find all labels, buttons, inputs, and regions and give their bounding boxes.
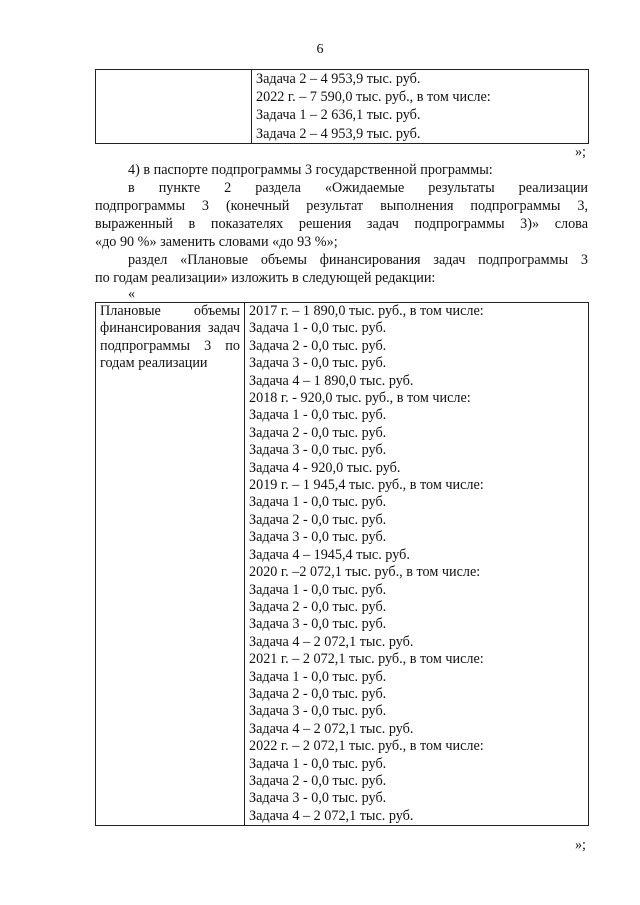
label-line: финансирования задач [100,320,240,337]
funding-line: Задача 3 - 0,0 тыс. руб. [249,616,387,633]
paragraph-line: выраженный в показателях решения задач подпрограммы 3)» слова [95,216,588,232]
funding-line: Задача 2 – 4 953,9 тыс. руб. [256,125,421,142]
funding-line: Задача 1 - 0,0 тыс. руб. [249,755,387,772]
paragraph-line: «до 90 %» заменить словами «до 93 %»; [95,234,338,250]
label-line: Плановые объемы [100,303,240,319]
funding-line: Задача 3 - 0,0 тыс. руб. [249,442,387,459]
funding-details-cell [252,70,589,144]
funding-line: 2017 г. – 1 890,0 тыс. руб., в том числе: [249,303,484,319]
funding-plan-table [95,302,589,826]
opening-quote: « [128,286,136,302]
closing-quote: »; [574,837,586,853]
funding-line: Задача 4 – 1 890,0 тыс. руб. [249,372,414,389]
funding-line: Задача 1 - 0,0 тыс. руб. [249,494,387,511]
funding-line: Задача 2 – 4 953,9 тыс. руб. [256,71,421,87]
label-line: годам реализации [100,355,208,372]
funding-line: 2021 г. – 2 072,1 тыс. руб., в том числе: [249,651,484,668]
funding-line: Задача 3 - 0,0 тыс. руб. [249,355,387,372]
paragraph-line: по годам реализации» изложить в следующей редакции: [95,270,436,286]
funding-line: 2018 г. - 920,0 тыс. руб., в том числе: [249,390,471,407]
table-row [96,303,589,826]
funding-line: Задача 4 – 1945,4 тыс. руб. [249,546,410,563]
funding-line: Задача 2 - 0,0 тыс. руб. [249,598,387,615]
funding-line: Задача 1 - 0,0 тыс. руб. [249,407,387,424]
funding-line: Задача 2 - 0,0 тыс. руб. [249,772,387,789]
paragraph-line: раздел «Плановые объемы финансирования задач подпрограммы 3 [128,252,588,268]
funding-line: Задача 1 - 0,0 тыс. руб. [249,320,387,337]
funding-line: Задача 1 - 0,0 тыс. руб. [249,668,387,685]
funding-line: Задача 2 - 0,0 тыс. руб. [249,685,387,702]
item-4-heading: 4) в паспорте подпрограммы 3 государственной программы: [128,162,493,178]
funding-line: Задача 4 – 2 072,1 тыс. руб. [249,807,414,824]
page-number: 6 [316,42,324,57]
funding-line: 2022 г. – 2 072,1 тыс. руб., в том числе: [249,738,484,755]
funding-line: Задача 1 – 2 636,1 тыс. руб. [256,107,421,124]
funding-line: Задача 4 - 920,0 тыс. руб. [249,459,401,476]
funding-values-cell [245,303,589,826]
table-row [96,70,589,144]
funding-line: 2019 г. – 1 945,4 тыс. руб., в том числе: [249,477,484,494]
paragraph-line: подпрограммы 3 (конечный результат выполнения подпрограммы 3, [95,198,588,214]
funding-line: Задача 2 - 0,0 тыс. руб. [249,511,387,528]
funding-line: Задача 3 - 0,0 тыс. руб. [249,790,387,807]
funding-line: Задача 4 – 2 072,1 тыс. руб. [249,720,414,737]
funding-line: Задача 3 - 0,0 тыс. руб. [249,703,387,720]
funding-table-continued [95,69,589,144]
funding-line: 2020 г. –2 072,1 тыс. руб., в том числе: [249,564,481,581]
funding-line: Задача 4 – 2 072,1 тыс. руб. [249,633,414,650]
funding-line: Задача 3 - 0,0 тыс. руб. [249,529,387,546]
funding-line: Задача 2 - 0,0 тыс. руб. [249,424,387,441]
funding-label-cell [96,303,245,826]
funding-line: Задача 2 - 0,0 тыс. руб. [249,337,387,354]
table-cell-empty [96,70,252,144]
label-line: подпрограммы 3 по [100,337,240,354]
closing-quote: »; [574,144,586,160]
paragraph-line: в пункте 2 раздела «Ожидаемые результаты реализации [128,180,588,196]
funding-line: 2022 г. – 7 590,0 тыс. руб., в том числе: [256,89,491,106]
funding-line: Задача 1 - 0,0 тыс. руб. [249,581,387,598]
